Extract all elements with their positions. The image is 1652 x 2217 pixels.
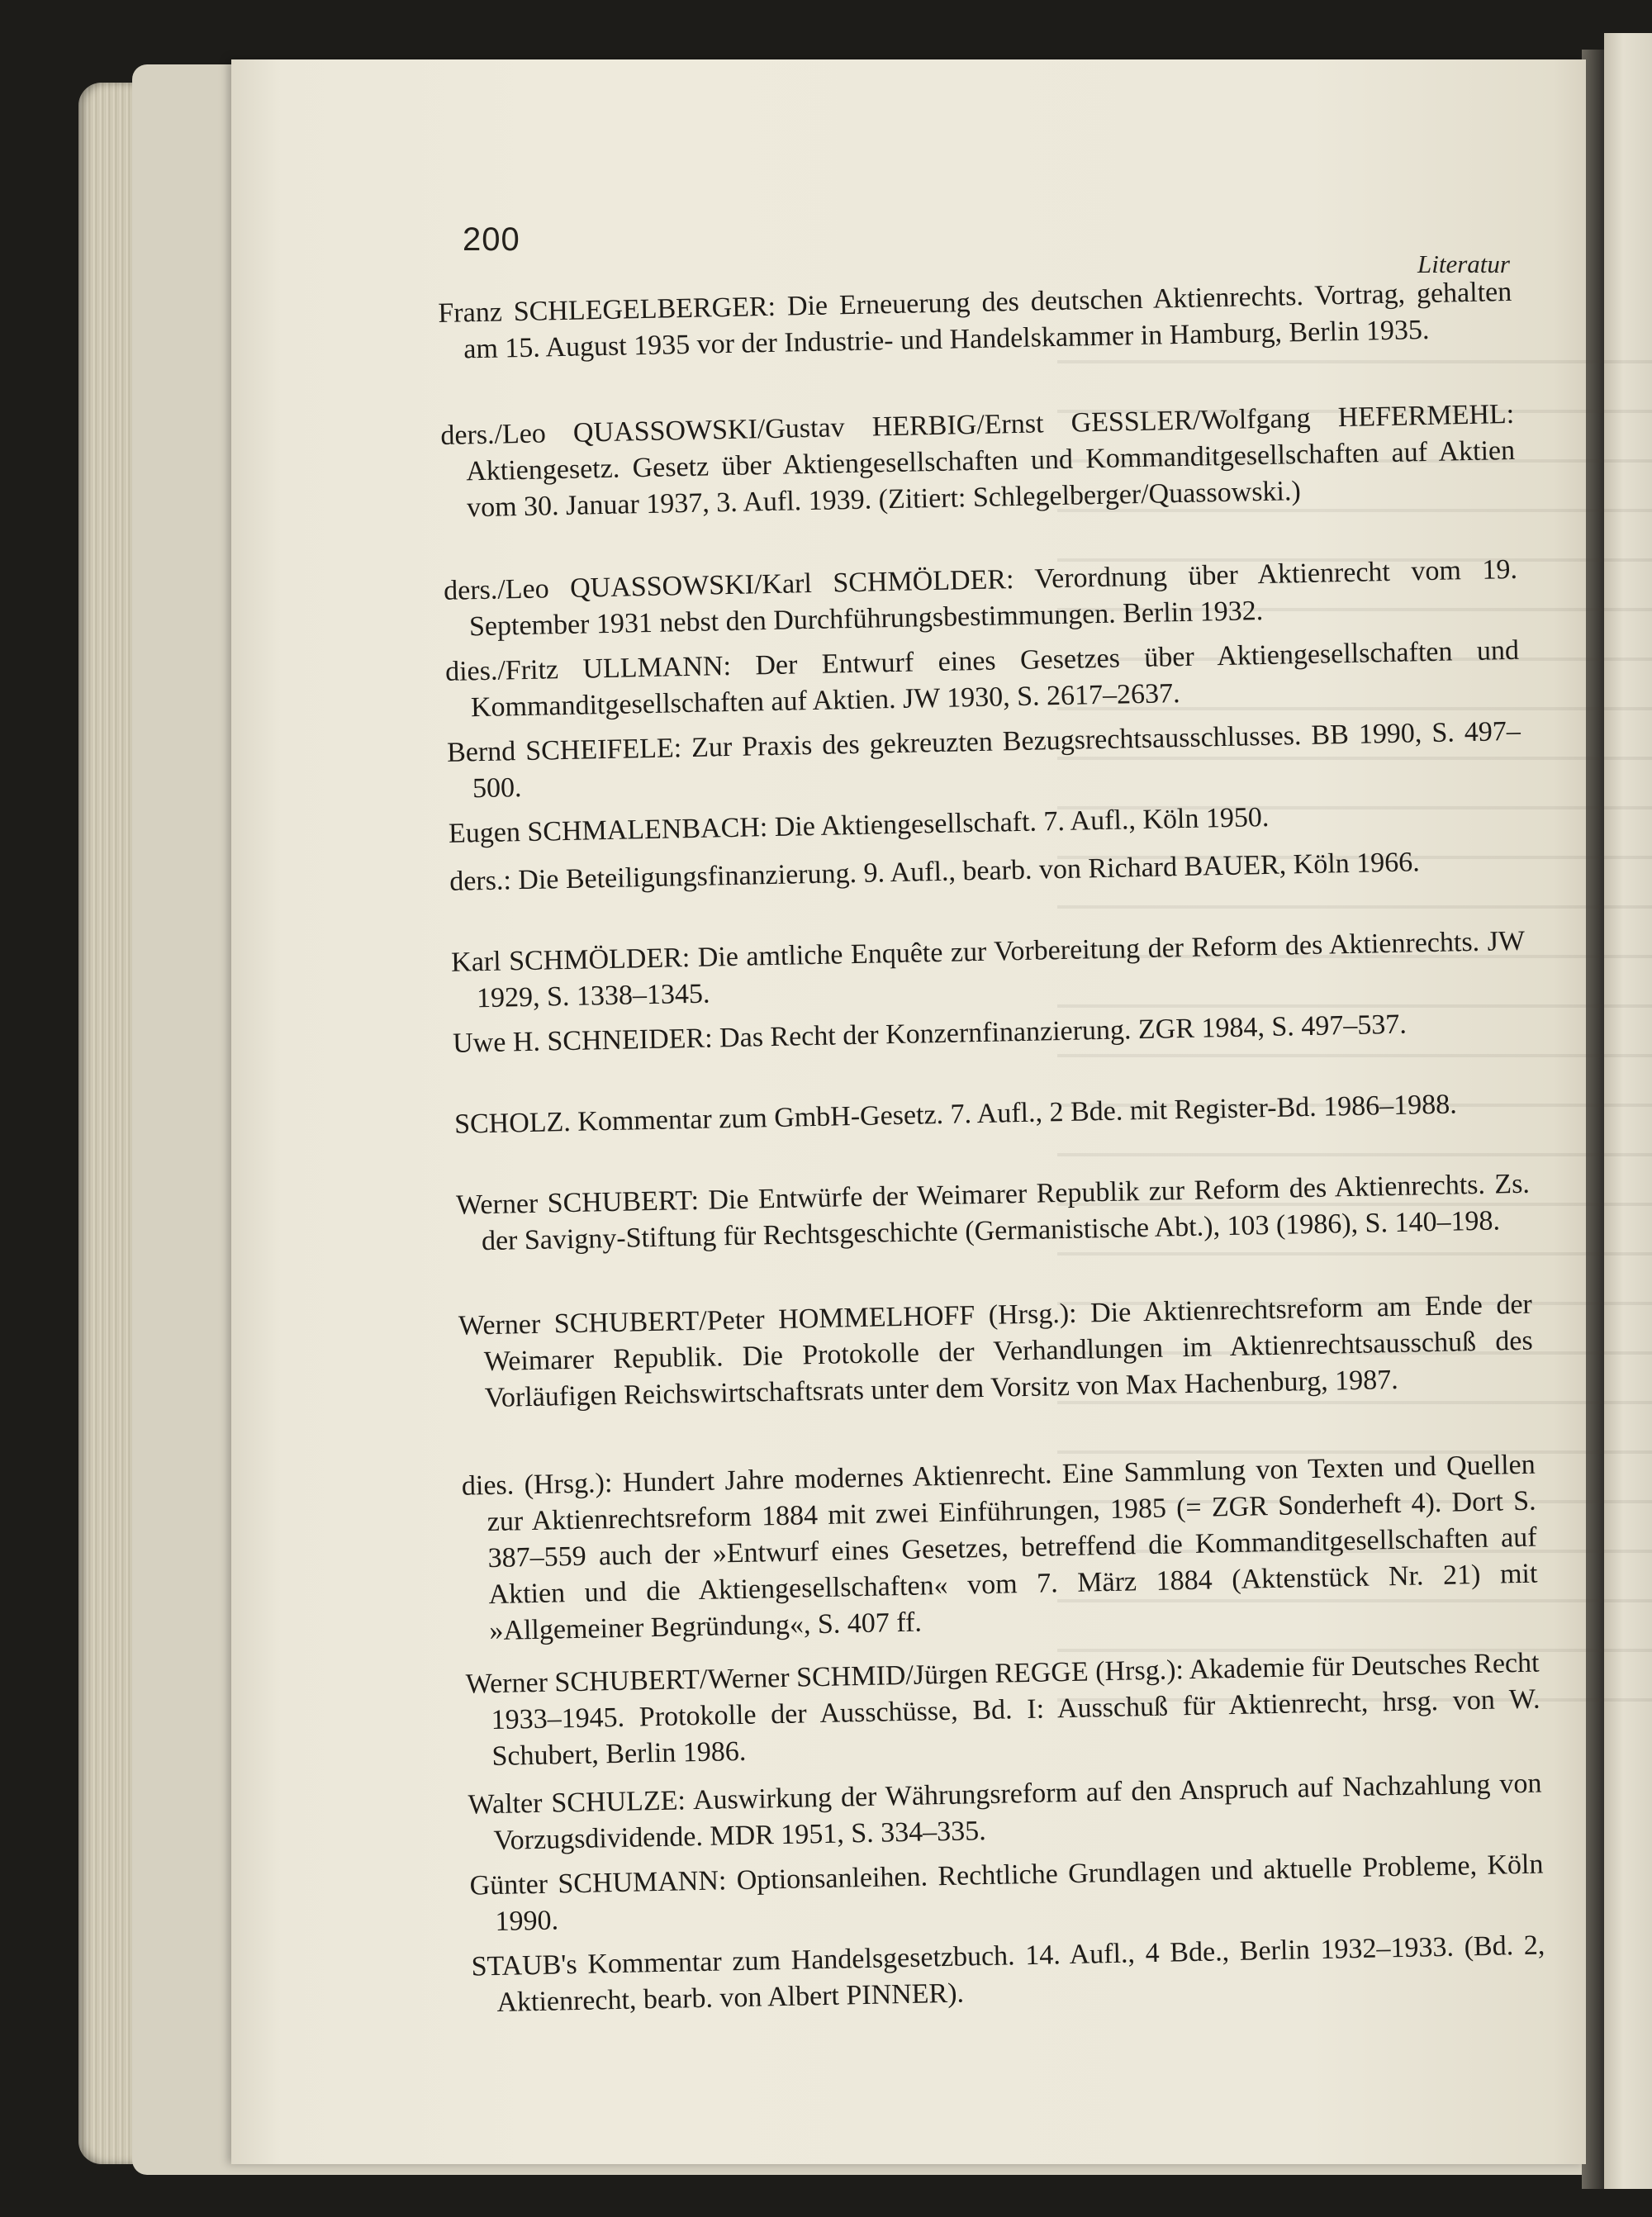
- page-number: 200: [463, 221, 520, 258]
- bibliography-entry: STAUB's Kommentar zum Handelsgesetzbuch. 14. Aufl., 4 Bde., Berlin 1932–1933. (Bd. 2, Aktienrecht, bearb. von Albert PINNER).: [471, 1930, 1545, 2018]
- bibliography-entry: SCHOLZ. Kommentar zum GmbH-Gesetz. 7. Aufl., 2 Bde. mit Register-Bd. 1986–1988.: [453, 1089, 1458, 1140]
- opposite-page-edge: [1604, 33, 1652, 2189]
- bibliography-entry: Uwe H. SCHNEIDER: Das Recht der Konzernfinanzierung. ZGR 1984, S. 497–537.: [452, 1009, 1408, 1059]
- bibliography-entry: ders./Leo QUASSOWSKI/Gustav HERBIG/Ernst GESSLER/Wolfgang HEFERMEHL: Aktiengesetz. Gesetz über Aktiengesellschaften und Kommanditgesellschaften auf Aktien vom 30. Januar 1937, 3. Aufl. 1939. (Zitiert: Schlegelberger/Quassowski.): [440, 398, 1516, 524]
- bibliography-entry: dies. (Hrsg.): Hundert Jahre modernes Aktienrecht. Eine Sammlung von Texten und Quellen zur Aktienrechtsreform 1884 mit zwei Einführungen, 1985 (= ZGR Sonderheft 4). Dort S. 387–559 auch der »Entwurf eines Gesetzes, betreffend die Kommanditgesellschaften auf Aktien und die Aktiengesellschaften« vom 7. März 1884 (Aktenstück Nr. 21) mit »Allgemeiner Begründung«, S. 407 ff.: [461, 1449, 1538, 1647]
- bibliography-entry: ders./Leo QUASSOWSKI/Karl SCHMÖLDER: Verordnung über Aktienrecht vom 19. September 1931 nebst den Durchführungsbestimmungen. Berlin 1932.: [443, 553, 1518, 643]
- bibliography-entry: Bernd SCHEIFELE: Zur Praxis des gekreuzten Bezugsrechtsausschlusses. BB 1990, S. 497–500.: [446, 715, 1521, 805]
- bibliography-entry: Karl SCHMÖLDER: Die amtliche Enquête zur Vorbereitung der Reform des Aktienrechts. JW 1929, S. 1338–1345.: [450, 925, 1526, 1014]
- bibliography-entry: Eugen SCHMALENBACH: Die Aktiengesellschaft. 7. Aufl., Köln 1950.: [448, 801, 1270, 849]
- bibliography-entry: dies./Fritz ULLMANN: Der Entwurf eines Gesetzes über Aktiengesellschaften und Kommanditgesellschaften auf Aktien. JW 1930, S. 2617–2637.: [444, 634, 1520, 724]
- bibliography-entry: Günter SCHUMANN: Optionsanleihen. Rechtliche Grundlagen und aktuelle Probleme, Köln 1990.: [469, 1849, 1544, 1937]
- bibliography-entry: Werner SCHUBERT: Die Entwürfe der Weimarer Republik zur Reform des Aktienrechts. Zs. der Savigny-Stiftung für Rechtsgeschichte (Germanistische Abt.), 103 (1986), S. 140–198.: [455, 1168, 1531, 1257]
- bibliography-entry: ders.: Die Beteiligungsfinanzierung. 9. Aufl., bearb. von Richard BAUER, Köln 1966.: [449, 847, 1421, 897]
- bibliography-entry: Werner SCHUBERT/Werner SCHMID/Jürgen REGGE (Hrsg.): Akademie für Deutsches Recht 1933–1945. Protokolle der Ausschüsse, Bd. I: Ausschuß für Aktienrecht, hrsg. von W. Schubert, Berlin 1986.: [465, 1647, 1540, 1773]
- bibliography-entry: Werner SCHUBERT/Peter HOMMELHOFF (Hrsg.): Die Aktienrechtsreform am Ende der Weimarer Republik. Die Protokolle der Verhandlungen im Aktienrechtsausschuß des Vorläufigen Reichswirtschaftsrats unter dem Vorsitz von Max Hachenburg, 1987.: [458, 1289, 1534, 1414]
- running-head: Literatur: [1417, 249, 1510, 278]
- bibliography-entry: Franz SCHLEGELBERGER: Die Erneuerung des deutschen Aktienrechts. Vortrag, gehalten am 15. August 1935 vor der Industrie- und Handelskammer in Hamburg, Berlin 1935.: [438, 276, 1512, 365]
- bibliography-entry: Walter SCHULZE: Auswirkung der Währungsreform auf den Anspruch auf Nachzahlung von Vorzugsdividende. MDR 1951, S. 334–335.: [468, 1768, 1542, 1857]
